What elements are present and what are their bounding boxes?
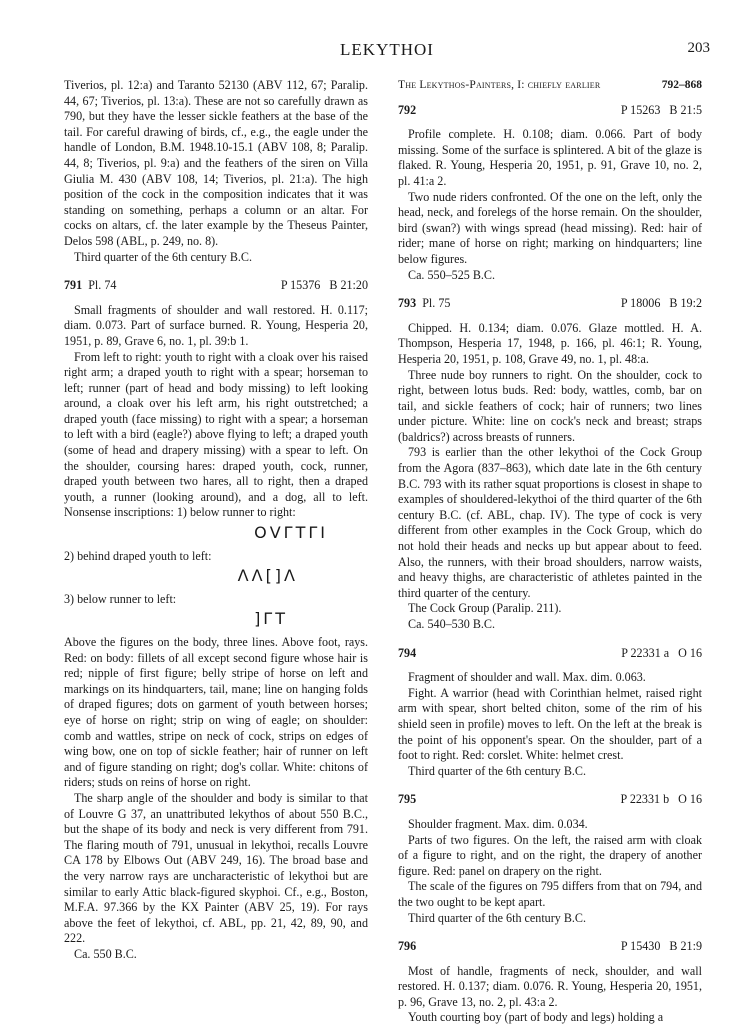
entry-number: 794: [398, 645, 417, 660]
entry-date: Ca. 540–530 B.C.: [408, 617, 496, 631]
catalog-entry-header: [398, 103, 702, 119]
plate-ref: Pl. 74: [88, 278, 117, 293]
entry-number: 793: [398, 296, 417, 311]
entry-date: Ca. 550 B.C.: [74, 946, 137, 961]
deposit-location: B 19:2: [669, 296, 702, 311]
entry-date: Third quarter of the 6th century B.C.: [408, 763, 586, 778]
running-title: LEKYTHOI: [340, 40, 434, 59]
inscription-2: ΛΛ[]Λ: [237, 566, 298, 586]
entry-colors: Above the figures on the body, three lines. Above foot, rays. Red: on body: fillets of all except second figure whose hair is red; nipple of first figure; belly stripe of horse on left and markings on its hindquarters, tail, mane; line on hanging folds of draped figures; dots on garment of youth between horses; eye of horse on right; strip on wing of eagle; on shoulder: comb and wattles, stripe on neck of cock, strips on edges of wing bow, one on top of sickle feather; hair of runner on left and of figure standing on right; dog's collar. White: chitons of riders; studs on reins of horse on right.: [64, 635, 368, 790]
section-range: 792–868: [661, 79, 702, 91]
entry-date: Third quarter of the 6th century B.C.: [408, 910, 586, 925]
entry-number: 795: [398, 792, 417, 807]
entry-number: 791: [64, 278, 83, 293]
inscription-1: ΟVΓΤΓΙ: [254, 523, 328, 543]
catalog-entry-header: [398, 646, 702, 662]
entry-description: Most of handle, fragments of neck, shoulder, and wall restored. H. 0.137; diam. 0.076. R. Young, Hesperia 20, 1951, p. 96, Grave 13, no. 2, pl. 43:a 2.: [398, 963, 702, 1009]
catalog-entry-header: [398, 296, 702, 312]
inventory-number: P 15376: [280, 278, 321, 293]
intro-paragraph: Tiverios, pl. 12:a) and Taranto 52130 (ABV 112, 67; Paralip. 44, 67; Tiverios, pl. 13:a). These are not so carefully drawn as 790, but they have the lesser sickle feathers at the base of the tail. For careful drawing of birds, cf., e.g., the eagle under the handle of London, B.M. 1948.10-15.1 (ABV 108, 8; Paralip. 44, 8; Tiverios, pl. 9:a) and the feathers of the siren on Villa Giulia M. 430 (ABV 108, 14; Tiverios, pl. 21:a). The high position of the cock in the composition indicates that it was standing on something, perhaps a column or an altar. For cocks on altars, cf. the later example by the Theseus Painter, Delos 598 (ABL, p. 249, no. 8).: [64, 78, 368, 248]
catalog-entry-header: [398, 792, 702, 808]
section-title: The Lekythos-Painters, I: chiefly earlier: [398, 79, 601, 91]
entry-subject: From left to right: youth to right with a cloak over his raised right arm; a draped youth to right with a spear; horseman to left; runner (part of head and body missing) to left looking around, a cloak over his left arm, his right outstretched; a draped youth (face missing) to right with a spear; a horseman to left with a bird (eagle?) above flying to left; a draped youth (some of head and drapery missing) with a spear to left. On the shoulder, coursing hares: draped youth, cock, runner, draped youth between two hares, all to right, then a draped youth, a runner (looking around), and a dog, all to left. Nonsense inscriptions: 1) below runner to right:: [64, 349, 368, 520]
inventory-number: P 22331 a: [621, 645, 670, 660]
entry-subject: Two nude riders confronted. Of the one on the left, only the head, neck, and forelegs of the horse remain. On the shoulder, bird (swan?) with wings spread (head missing). Red: hair of rider; mane of horse on right; marking on hindquarters; line below figures.: [398, 189, 702, 266]
deposit-location: B 21:9: [669, 939, 702, 954]
inscription-label-3: 3) below runner to left:: [64, 591, 177, 606]
entry-commentary: The sharp angle of the shoulder and body is similar to that of Louvre G 37, an unattributed lekythos of about 550 B.C., but the shape of its body and neck is very different from 791. The flaring mouth of 791, unusual in lekythoi, recalls Louvre CA 178 by Elbows Out (ABV 249, 16). The broad base and the very narrow rays are uncharacteristic of lekythoi but are similar to early Attic black-figured skyphoi. Cf., e.g., Boston, M.F.A. 97.366 by the KX Painter (ABV 25, 19). For rays above the feet of lekythoi, cf. ABL, pp. 21, 42, 89, 90, and 222.: [64, 790, 368, 946]
deposit-location: B 21:20: [329, 278, 368, 293]
entry-description: Fragment of shoulder and wall. Max. dim. 0.063.: [408, 670, 646, 685]
catalog-entry-header: [64, 278, 368, 294]
plate-ref: Pl. 75: [422, 296, 451, 311]
entry-number: 792: [398, 102, 417, 117]
left-column: [64, 78, 368, 962]
entry-description: Chipped. H. 0.134; diam. 0.076. Glaze mottled. H. A. Thompson, Hesperia 17, 1948, p. 166, pl. 46:1; R. Young, Hesperia 20, 1951, p. 108, Grave 49, no. 1, pl. 48:a.: [398, 320, 702, 366]
deposit-location: O 16: [678, 792, 702, 807]
entry-subject: Parts of two figures. On the left, the raised arm with cloak of a figure to right, and on the right, the drapery of another figure. Red: panel on drapery on the right.: [398, 832, 702, 878]
right-column: [398, 78, 702, 1026]
inventory-number: P 18006: [620, 296, 661, 311]
inventory-number: P 22331 b: [620, 792, 670, 807]
inscription-label-2: 2) behind draped youth to left:: [64, 548, 212, 563]
entry-subject: Fight. A warrior (head with Corinthian helmet, raised right arm with spear, short belted chiton, some of the rim of his shield seen in profile) moves to left. On the left at the break is the point of his opponent's spear. On the shoulder, part of a foot to right. Red: corslet. White: helmet crest.: [398, 685, 702, 763]
entry-commentary: 793 is earlier than the other lekythoi of the Cock Group from the Agora (837–863), which date late in the 6th century B.C. 793 with its rather squat proportions is closest in shape to examples of shouldered-lekythoi of the third quarter of the 6th century B.C. (cf. ABL, chap. IV). The type of cock is very different from other examples in the Cock Group, which do not hold their heads and necks up but appear about to feed. Also, the runners, with their broad shoulders, narrow waists, and heavy thighs, are characteristic of athletes painted in the third quarter of the century.: [398, 445, 702, 600]
entry-number: 796: [398, 939, 417, 954]
inventory-number: P 15263: [620, 102, 661, 117]
entry-description: Shoulder fragment. Max. dim. 0.034.: [408, 816, 588, 831]
page-number: 203: [687, 40, 710, 56]
deposit-location: O 16: [678, 645, 702, 660]
deposit-location: B 21:5: [669, 102, 702, 117]
entry-description: Profile complete. H. 0.108; diam. 0.066. Part of body missing. Some of the surface is splintered. A bit of the glaze is flaked. R. Young, Hesperia 20, 1951, p. 91, Grave 10, no. 2, pl. 41:a 2.: [398, 127, 702, 188]
page-header: [64, 40, 710, 66]
intro-date: Third quarter of the 6th century B.C.: [74, 249, 252, 264]
entry-description: Small fragments of shoulder and wall restored. H. 0.117; diam. 0.073. Part of surface burned. R. Young, Hesperia 20, 1951, p. 89, Grave 6, no. 1, pl. 39:b 1.: [64, 302, 368, 348]
entry-subject: Three nude boy runners to right. On the shoulder, cock to right, between lotus buds. Red: body, wattles, comb, bar on tail, and sickle feathers of cock; hair of runners; two lines under picture. White: line on cock's neck and breast; straps (baldrics?) across breasts of runners.: [398, 367, 702, 444]
catalog-entry-header: [398, 939, 702, 955]
entry-attribution: The Cock Group (Paralip. 211).: [408, 601, 562, 616]
section-running-head: [398, 78, 702, 94]
inscription-3: ]ΓΤ: [254, 609, 288, 629]
entry-subject: Youth courting boy (part of body and legs) holding a: [408, 1010, 664, 1025]
entry-date: Ca. 550–525 B.C.: [408, 267, 496, 282]
inventory-number: P 15430: [620, 939, 661, 954]
entry-commentary: The scale of the figures on 795 differs from that on 794, and the two ought to be kept apart.: [398, 879, 702, 909]
